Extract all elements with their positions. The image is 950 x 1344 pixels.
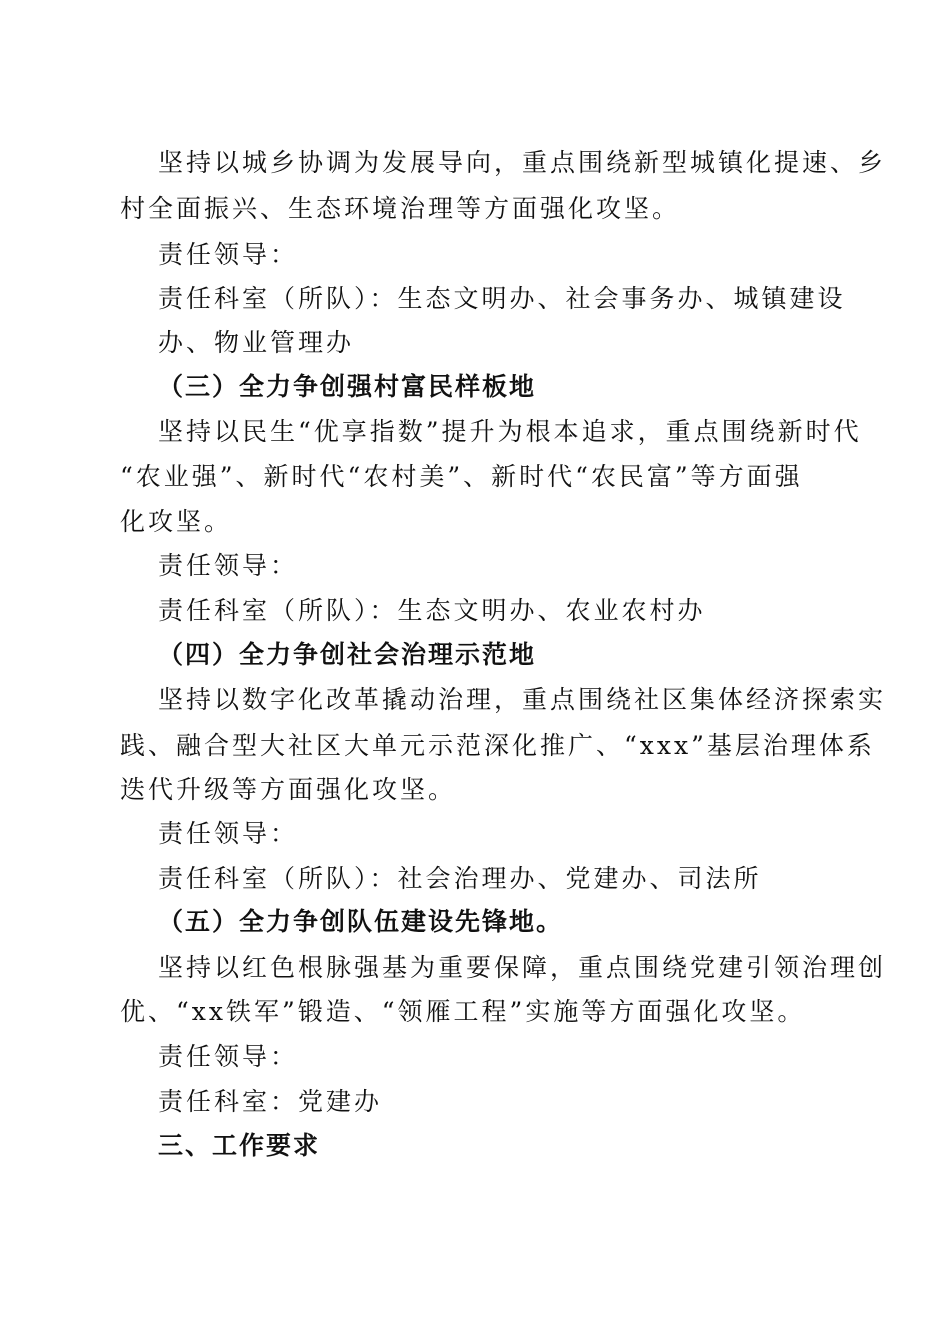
paragraph-line: 坚持以民生“优享指数”提升为根本追求，重点围绕新时代 [158,417,862,446]
paragraph-line: 迭代升级等方面强化攻坚。 [120,775,457,804]
paragraph-line: 坚持以数字化改革撬动治理，重点围绕社区集体经济探索实 [158,685,887,714]
paragraph-line: 践、融合型大社区大单元示范深化推广、“xxx”基层治理体系 [120,731,875,760]
responsible-department-line: 责任科室（所队）：社会治理办、党建办、司法所 [158,864,762,893]
paragraph-line: 坚持以城乡协调为发展导向，重点围绕新型城镇化提速、乡 [158,148,887,177]
section-heading: （五）全力争创队伍建设先锋地。 [158,907,564,936]
paragraph-line: 化攻坚。 [120,507,233,536]
responsible-leader-label: 责任领导： [158,1042,299,1071]
responsible-leader-label: 责任领导： [158,551,299,580]
paragraph-line: “农业强”、新时代“农村美”、新时代“农民富”等方面强 [120,462,803,491]
responsible-department-line: 责任科室（所队）：生态文明办、农业农村办 [158,596,706,625]
responsible-department-line: 责任科室（所队）：生态文明办、社会事务办、城镇建设 [158,284,846,313]
responsible-department-line: 办、物业管理办 [158,328,355,357]
paragraph-line: 优、“xx铁军”锻造、“领雁工程”实施等方面强化攻坚。 [120,997,806,1026]
responsible-leader-label: 责任领导： [158,240,299,269]
paragraph-line: 村全面振兴、生态环境治理等方面强化攻坚。 [120,194,681,223]
section-heading: （四）全力争创社会治理示范地 [158,640,537,669]
responsible-leader-label: 责任领导： [158,819,299,848]
section-heading: （三）全力争创强村富民样板地 [158,372,537,401]
chapter-heading: 三、工作要求 [158,1131,321,1160]
paragraph-line: 坚持以红色根脉强基为重要保障，重点围绕党建引领治理创 [158,953,887,982]
responsible-department-line: 责任科室：党建办 [158,1087,383,1116]
